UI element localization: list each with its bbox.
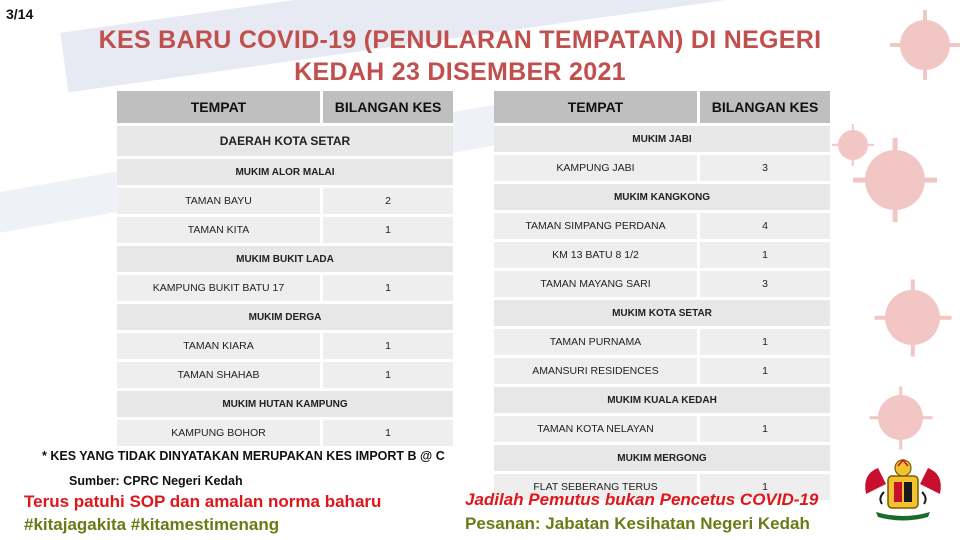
mukim-header: MUKIM JABI [494,126,830,152]
sop-slogan: Terus patuhi SOP dan amalan norma baharu [24,492,382,511]
case-count: 3 [699,271,831,297]
case-count: 1 [699,358,831,384]
case-count: 1 [699,474,831,500]
case-count: 1 [322,275,454,301]
mukim-header: MUKIM HUTAN KAMPUNG [117,391,453,417]
page-title-line1: KES BARU COVID-19 (PENULARAN TEMPATAN) DI NEGERI [98,26,822,54]
mukim-header: MUKIM BUKIT LADA [117,246,453,272]
place-name: TAMAN SHAHAB [117,362,322,388]
place-name: AMANSURI RESIDENCES [494,358,699,384]
message-from-label: Pesanan: Jabatan Kesihatan Negeri Kedah [465,514,810,533]
case-count: 1 [699,242,831,268]
case-count: 4 [699,213,831,239]
pemutus-slogan: Jadilah Pemutus bukan Pencetus COVID-19 [465,490,819,509]
district-header: DAERAH KOTA SETAR [117,126,453,156]
case-count: 1 [322,217,454,243]
hashtags: #kitajagakita #kitamestimenang [24,515,280,534]
place-name: TAMAN KITA [117,217,322,243]
case-count: 1 [322,420,454,446]
place-name: TAMAN SIMPANG PERDANA [494,213,699,239]
cases-table-left [117,91,453,446]
column-header-count: BILANGAN KES [699,91,831,123]
place-name: KM 13 BATU 8 1/2 [494,242,699,268]
place-name: KAMPUNG JABI [494,155,699,181]
source-label: Sumber: CPRC Negeri Kedah [69,474,243,488]
page-title-line2: KEDAH 23 DISEMBER 2021 [294,58,626,86]
mukim-header: MUKIM KOTA SETAR [494,300,830,326]
mukim-header: MUKIM DERGA [117,304,453,330]
place-name: FLAT SEBERANG TERUS [494,474,699,500]
place-name: KAMPUNG BUKIT BATU 17 [117,275,322,301]
place-name: TAMAN BAYU [117,188,322,214]
cases-table-right [494,91,830,500]
virus-decoration [838,130,868,160]
place-name: TAMAN KOTA NELAYAN [494,416,699,442]
place-name: TAMAN KIARA [117,333,322,359]
place-name: KAMPUNG BOHOR [117,420,322,446]
place-name: TAMAN PURNAMA [494,329,699,355]
mukim-header: MUKIM KUALA KEDAH [494,387,830,413]
place-name: TAMAN MAYANG SARI [494,271,699,297]
virus-decoration [885,290,940,345]
column-header-count: BILANGAN KES [322,91,454,123]
case-count: 1 [322,333,454,359]
column-header-place: TEMPAT [117,91,322,123]
case-count: 1 [699,329,831,355]
mukim-header: MUKIM ALOR MALAI [117,159,453,185]
virus-decoration [878,395,923,440]
virus-decoration [865,150,925,210]
mukim-header: MUKIM MERGONG [494,445,830,471]
case-count: 2 [322,188,454,214]
import-case-note: * KES YANG TIDAK DINYATAKAN MERUPAKAN KES IMPORT B @ C [42,449,445,463]
kedah-state-crest-icon [858,454,948,524]
case-count: 1 [322,362,454,388]
case-count: 1 [699,416,831,442]
column-header-place: TEMPAT [494,91,699,123]
case-count: 3 [699,155,831,181]
mukim-header: MUKIM KANGKONG [494,184,830,210]
page-number: 3/14 [6,6,34,22]
